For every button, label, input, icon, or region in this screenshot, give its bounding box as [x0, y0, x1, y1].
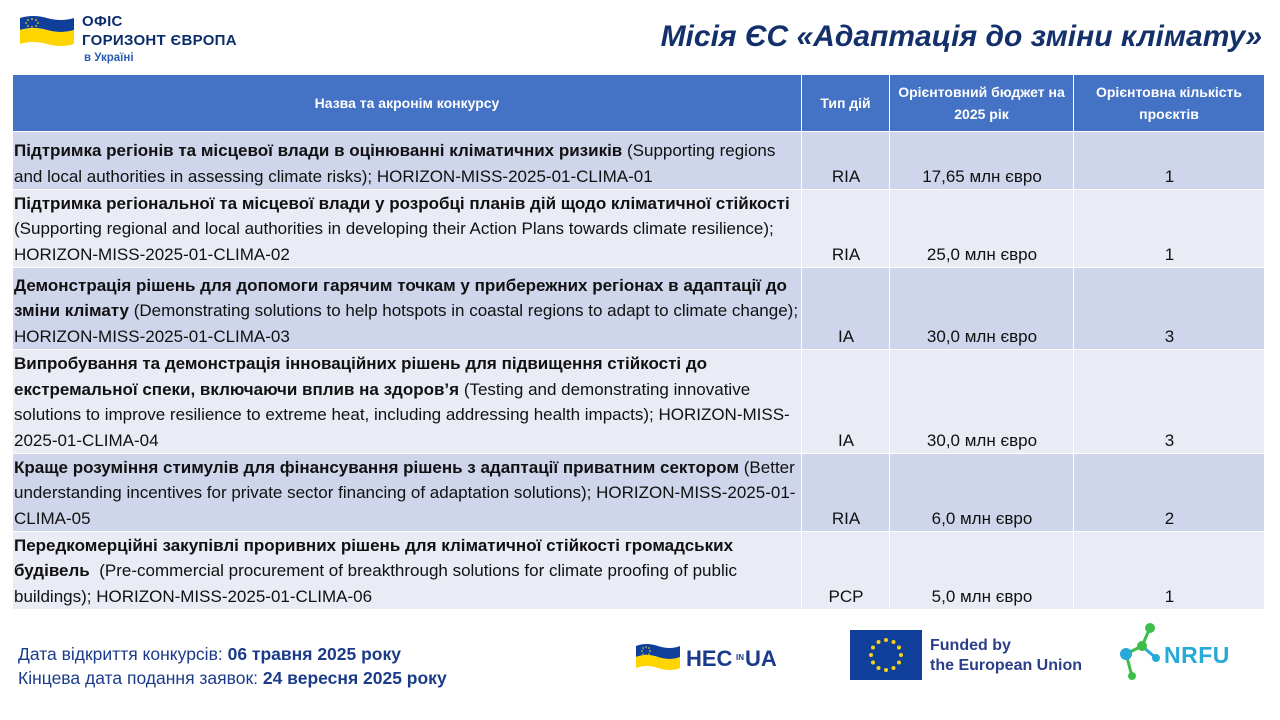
call-type: IA [802, 268, 890, 350]
table-row [13, 454, 1265, 532]
call-type: RIA [802, 190, 890, 268]
deadline-line [18, 666, 447, 690]
call-projects: 1 [1074, 132, 1265, 190]
call-name [13, 350, 802, 454]
table-row [13, 350, 1265, 454]
call-projects: 2 [1074, 454, 1265, 532]
call-title-rest: (Better understanding incentives for private sector financing of adaptation solutions); HORIZON-MISS-2025-01-CLIMA-05 [14, 457, 796, 528]
header-budget: Орієнтовний бюджет на 2025 рік [890, 75, 1074, 132]
eu-funded-logo [850, 630, 1090, 682]
call-title-rest: (Testing and demonstrating innovative solutions to improve resilience to extreme heat, including addressing health impacts); HORIZON-MISS-2025-01-CLIMA-04 [14, 379, 790, 450]
call-projects: 1 [1074, 532, 1265, 610]
deadline-value: 24 вересня 2025 року [262, 668, 447, 688]
logo-line-2: ГОРИЗОНТ ЄВРОПА [82, 32, 237, 49]
call-type: RIA [802, 454, 890, 532]
svg-text:HEC: HEC [686, 646, 733, 671]
call-budget: 30,0 млн євро [890, 268, 1074, 350]
call-budget: 30,0 млн євро [890, 350, 1074, 454]
header-name: Назва та акронім конкурсу [13, 75, 802, 132]
deadline-label: Кінцева дата подання заявок: [18, 668, 263, 688]
header-projects: Орієнтовна кількість проєктів [1074, 75, 1265, 132]
call-budget: 25,0 млн євро [890, 190, 1074, 268]
logo-line-1: ОФІС [82, 13, 123, 30]
call-title-rest: (Supporting regional and local authorities in developing their Action Plans towards climate resilience); HORIZON-MISS-2025-01-CLIMA-02 [14, 219, 774, 264]
call-type: IA [802, 350, 890, 454]
logo-line-3: в Україні [84, 52, 134, 64]
call-title-bold: Краще розуміння стимулів для фінансування рішень з адаптації приватним сектором [14, 457, 740, 477]
call-title-bold: Підтримка регіонів та місцевої влади в оцінюванні кліматичних ризиків [14, 141, 623, 160]
calls-table [12, 74, 1265, 610]
call-title-rest: (Demonstrating solutions to help hotspots in coastal regions to adapt to climate change); HORIZON-MISS-2025-01-CLIMA-03 [14, 301, 799, 346]
call-name [13, 132, 802, 190]
eu-flag-icon [850, 630, 922, 680]
table-row [13, 190, 1265, 268]
svg-text:UA: UA [745, 646, 777, 671]
table-header-row [13, 75, 1265, 132]
call-budget: 5,0 млн євро [890, 532, 1074, 610]
nrfu-text: NRFU [1164, 642, 1230, 668]
eu-ukraine-flag-icon [18, 14, 76, 48]
call-projects: 1 [1074, 190, 1265, 268]
eu-funded-line-1: Funded by [930, 637, 1011, 654]
call-title-bold: Випробування та демонстрація інноваційних рішень для підвищення стійкості до екстремальної спеки, включаючи вплив на здоров’я [14, 354, 708, 399]
nrfu-logo [1112, 618, 1252, 688]
call-title-bold: Передкомерційні закупівлі проривних рішень для кліматичної стійкості громадських будівель [14, 535, 734, 580]
call-name [13, 532, 802, 610]
call-name [13, 190, 802, 268]
table-row [13, 268, 1265, 350]
call-type: RIA [802, 132, 890, 190]
open-date-value: 06 травня 2025 року [227, 644, 401, 664]
table-row [13, 532, 1265, 610]
page-title: Місія ЄС «Адаптація до зміни клімату» [660, 20, 1262, 53]
header-type: Тип дій [802, 75, 890, 132]
call-type: PCP [802, 532, 890, 610]
call-budget: 17,65 млн євро [890, 132, 1074, 190]
call-budget: 6,0 млн євро [890, 454, 1074, 532]
table-row [13, 132, 1265, 190]
svg-text:IN: IN [736, 653, 744, 662]
hec-ua-logo [634, 640, 794, 674]
call-title-bold: Підтримка регіональної та місцевої влади у розробці планів дій щодо кліматичної стійкості [14, 193, 790, 213]
call-title-rest: (Pre-commercial procurement of breakthrough solutions for climate proofing of public buildings); HORIZON-MISS-2025-01-CLIMA-06 [14, 561, 742, 606]
call-title-rest: (Supporting regions and local authorities in assessing climate risks); HORIZON-MISS-2025-01-CLIMA-01 [14, 141, 776, 186]
call-name [13, 268, 802, 350]
open-date-line [18, 642, 447, 666]
call-name [13, 454, 802, 532]
open-date-label: Дата відкриття конкурсів: [18, 644, 228, 664]
eu-funded-line-2: the European Union [930, 657, 1082, 674]
molecule-icon [1112, 618, 1168, 688]
call-projects: 3 [1074, 350, 1265, 454]
office-logo [14, 10, 254, 70]
call-projects: 3 [1074, 268, 1265, 350]
call-title-bold: Демонстрація рішень для допомоги гарячим точкам у прибережних регіонах в адаптації до зміни клімату [14, 275, 787, 320]
dates-block [18, 642, 447, 690]
